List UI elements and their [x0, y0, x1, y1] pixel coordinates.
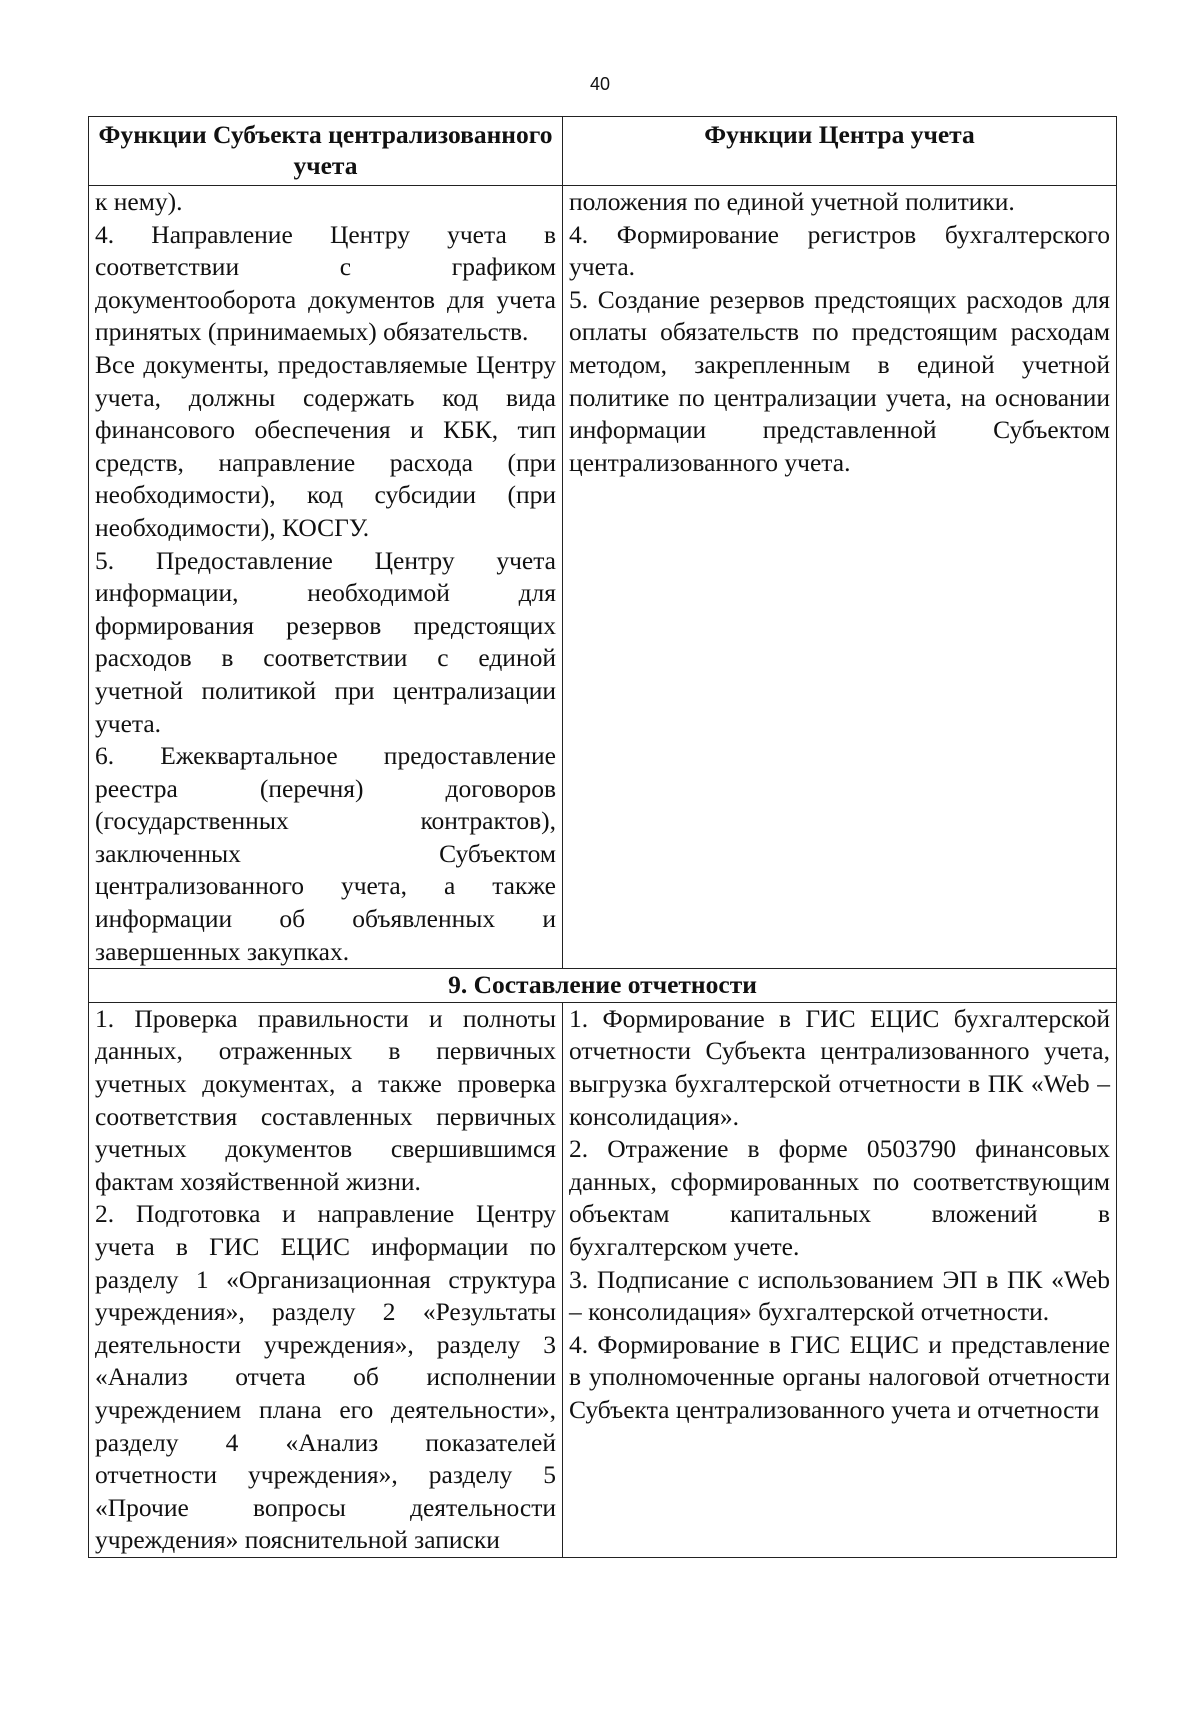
- subject-paragraph: Все документы, предоставляемые Центру учета, должны содержать код вида финансового обеспечения и КБК, тип средств, направление расхода (при необходимости), код субсидии (при необходимости), КОСГУ.: [95, 349, 556, 542]
- header-subject-functions: Функции Субъекта централизованного учета: [89, 117, 563, 186]
- table-header-row: [89, 117, 1117, 186]
- subject-functions-cell: [89, 186, 563, 969]
- subject-paragraph: 5. Предоставление Центру учета информации, необходимой для формирования резервов предстоящих расходов в соответствии с единой учетной политикой при централизации учета.: [95, 545, 556, 738]
- center-paragraph: 3. Подписание с использованием ЭП в ПК «Web – консолидация» бухгалтерской отчетности.: [569, 1264, 1110, 1327]
- page-number: 40: [589, 74, 611, 94]
- section-heading-row: [89, 969, 1117, 1003]
- header-center-functions: Функции Центра учета: [563, 117, 1117, 186]
- center-paragraph: 2. Отражение в форме 0503790 финансовых данных, сформированных по соответствующим объектам капитальных вложений в бухгалтерском учете.: [569, 1134, 1110, 1261]
- functions-table: [88, 116, 1117, 1558]
- center-functions-cell: [563, 186, 1117, 969]
- table-row: [89, 1002, 1117, 1557]
- subject-paragraph: 2. Подготовка и направление Центру учета в ГИС ЕЦИС информации по разделу 1 «Организационная структура учреждения», разделу 2 «Результаты деятельности учреждения», разделу 3 «Анализ отчета об исполнении учреждением плана его деятельности», разделу 4 «Анализ показателей отчетности учреждения», разделу 5 «Прочие вопросы деятельности учреждения» пояснительной записки: [95, 1199, 556, 1555]
- center-paragraph: положения по единой учетной политики.: [569, 187, 1015, 216]
- table-row: [89, 186, 1117, 969]
- center-paragraph: 4. Формирование регистров бухгалтерского учета.: [569, 219, 1110, 282]
- center-paragraph: 1. Формирование в ГИС ЕЦИС бухгалтерской отчетности Субъекта централизованного учета, выгрузка бухгалтерской отчетности в ПК «Web – консолидация».: [569, 1003, 1110, 1131]
- center-functions-cell: [563, 1002, 1117, 1557]
- subject-paragraph: 1. Проверка правильности и полноты данных, отраженных в первичных учетных документах, а также проверка соответствия составленных первичных учетных документов свершившимся фактам хозяйственной жизни.: [95, 1003, 556, 1196]
- subject-functions-cell: [89, 1002, 563, 1557]
- subject-paragraph: 4. Направление Центру учета в соответствии с графиком документооборота документов для учета принятых (принимаемых) обязательств.: [95, 219, 556, 347]
- center-paragraph: 5. Создание резервов предстоящих расходов для оплаты обязательств по предстоящим расходам методом, закрепленным в единой учетной политике по централизации учета, на основании информации представленной Субъектом централизованного учета.: [569, 284, 1110, 477]
- section-heading-reporting: 9. Составление отчетности: [89, 969, 1117, 1003]
- center-paragraph: 4. Формирование в ГИС ЕЦИС и представление в уполномоченные органы налоговой отчетности Субъекта централизованного учета и отчетности: [569, 1329, 1110, 1424]
- subject-paragraph: 6. Ежеквартальное предоставление реестра (перечня) договоров (государственных контрактов), заключенных Субъектом централизованного учета, а также информации об объявленных и завершенных закупках.: [95, 741, 556, 966]
- subject-paragraph: к нему).: [95, 187, 183, 216]
